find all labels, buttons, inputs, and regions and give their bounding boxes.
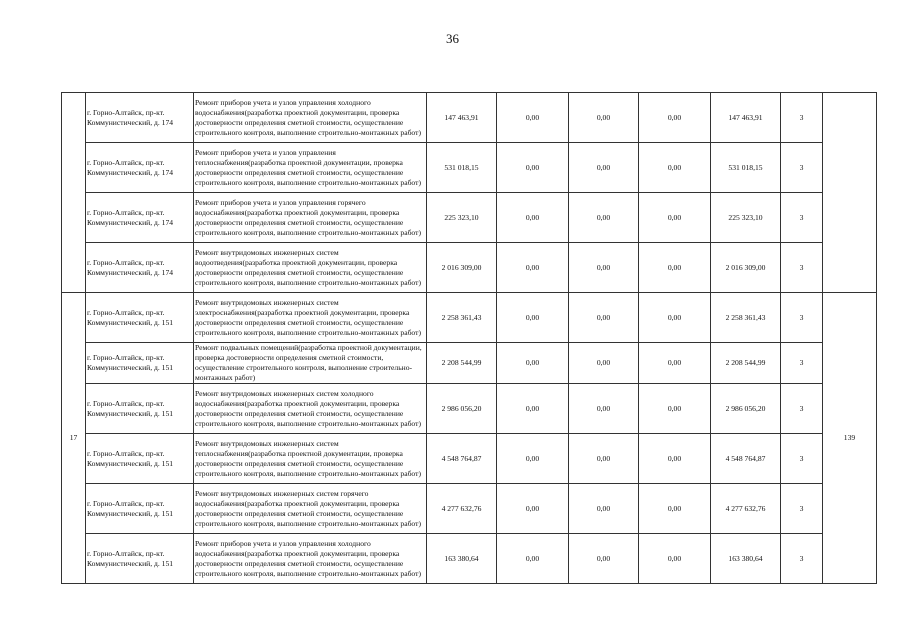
repair-schedule-table <box>61 92 877 584</box>
group-number-cell <box>62 93 86 293</box>
address-cell: г. Горно-Алтайск, пр-кт. Коммунистический, д. 151 <box>86 343 194 384</box>
code-cell: 3 <box>781 384 823 434</box>
amount-cell: 0,00 <box>569 484 639 534</box>
work-description-cell: Ремонт внутридомовых инженерных систем горячего водоснабжения(разработка проектной документации, проверка достоверности определения сметной стоимости, осуществление строительного контроля, выполнение строительно-монтажных работ) <box>194 484 427 534</box>
amount-cell: 0,00 <box>569 293 639 343</box>
cost-cell: 2 208 544,99 <box>427 343 497 384</box>
address-cell: г. Горно-Алтайск, пр-кт. Коммунистический, д. 151 <box>86 434 194 484</box>
code-cell: 3 <box>781 93 823 143</box>
amount-cell: 0,00 <box>497 93 569 143</box>
amount-cell: 0,00 <box>569 93 639 143</box>
group-number-cell: 17 <box>62 293 86 584</box>
work-description-cell: Ремонт внутридомовых инженерных систем водоотведения(разработка проектной документации, проверка достоверности определения сметной стоимости, осуществление строительного контроля, выполнение строительно-монтажных работ) <box>194 243 427 293</box>
table-row <box>62 93 877 143</box>
amount-cell: 4 277 632,76 <box>711 484 781 534</box>
amount-cell: 2 016 309,00 <box>711 243 781 293</box>
amount-cell: 0,00 <box>497 293 569 343</box>
address-cell: г. Горно-Алтайск, пр-кт. Коммунистический, д. 151 <box>86 484 194 534</box>
work-description-cell: Ремонт подвальных помещений(разработка проектной документации, проверка достоверности определения сметной стоимости, осуществление строительного контроля, выполнение строительно-монтажных работ) <box>194 343 427 384</box>
amount-cell: 0,00 <box>497 384 569 434</box>
work-description-cell: Ремонт приборов учета и узлов управления холодного водоснабжения(разработка проектной документации, проверка достоверности определения сметной стоимости, осуществление строительного контроля, выполнение строительно-монтажных работ) <box>194 93 427 143</box>
table-row <box>62 343 877 384</box>
group-total-cell <box>823 93 877 293</box>
amount-cell: 0,00 <box>639 343 711 384</box>
code-cell: 3 <box>781 343 823 384</box>
amount-cell: 0,00 <box>639 534 711 584</box>
code-cell: 3 <box>781 484 823 534</box>
table-row <box>62 243 877 293</box>
code-cell: 3 <box>781 293 823 343</box>
table-row <box>62 484 877 534</box>
table-row <box>62 293 877 343</box>
table-row <box>62 193 877 243</box>
address-cell: г. Горно-Алтайск, пр-кт. Коммунистический, д. 151 <box>86 384 194 434</box>
code-cell: 3 <box>781 193 823 243</box>
amount-cell: 2 258 361,43 <box>711 293 781 343</box>
amount-cell: 0,00 <box>569 434 639 484</box>
code-cell: 3 <box>781 143 823 193</box>
cost-cell: 163 380,64 <box>427 534 497 584</box>
amount-cell: 147 463,91 <box>711 93 781 143</box>
page-number: 36 <box>446 31 459 46</box>
amount-cell: 163 380,64 <box>711 534 781 584</box>
amount-cell: 0,00 <box>569 534 639 584</box>
address-cell: г. Горно-Алтайск, пр-кт. Коммунистический, д. 151 <box>86 293 194 343</box>
amount-cell: 2 208 544,99 <box>711 343 781 384</box>
amount-cell: 0,00 <box>639 293 711 343</box>
table-row <box>62 434 877 484</box>
amount-cell: 0,00 <box>497 484 569 534</box>
address-cell: г. Горно-Алтайск, пр-кт. Коммунистический, д. 151 <box>86 534 194 584</box>
table-row <box>62 384 877 434</box>
table-row <box>62 534 877 584</box>
work-description-cell: Ремонт внутридомовых инженерных систем теплоснабжения(разработка проектной документации, проверка достоверности определения сметной стоимости, осуществление строительного контроля, выполнение строительно-монтажных работ) <box>194 434 427 484</box>
cost-cell: 4 277 632,76 <box>427 484 497 534</box>
cost-cell: 2 986 056,20 <box>427 384 497 434</box>
cost-cell: 4 548 764,87 <box>427 434 497 484</box>
amount-cell: 0,00 <box>639 434 711 484</box>
amount-cell: 0,00 <box>639 484 711 534</box>
work-description-cell: Ремонт приборов учета и узлов управления холодного водоснабжения(разработка проектной документации, проверка достоверности определения сметной стоимости, осуществление строительного контроля, выполнение строительно-монтажных работ) <box>194 534 427 584</box>
address-cell: г. Горно-Алтайск, пр-кт. Коммунистический, д. 174 <box>86 193 194 243</box>
cost-cell: 531 018,15 <box>427 143 497 193</box>
amount-cell: 225 323,10 <box>711 193 781 243</box>
work-description-cell: Ремонт внутридомовых инженерных систем холодного водоснабжения(разработка проектной документации, проверка достоверности определения сметной стоимости, осуществление строительного контроля, выполнение строительно-монтажных работ) <box>194 384 427 434</box>
cost-cell: 225 323,10 <box>427 193 497 243</box>
amount-cell: 0,00 <box>569 243 639 293</box>
amount-cell: 0,00 <box>639 193 711 243</box>
code-cell: 3 <box>781 434 823 484</box>
amount-cell: 0,00 <box>497 434 569 484</box>
amount-cell: 0,00 <box>639 384 711 434</box>
group-total-cell: 139 <box>823 293 877 584</box>
amount-cell: 0,00 <box>569 143 639 193</box>
amount-cell: 2 986 056,20 <box>711 384 781 434</box>
amount-cell: 0,00 <box>497 343 569 384</box>
code-cell: 3 <box>781 243 823 293</box>
amount-cell: 0,00 <box>569 384 639 434</box>
amount-cell: 0,00 <box>497 193 569 243</box>
amount-cell: 0,00 <box>497 143 569 193</box>
amount-cell: 531 018,15 <box>711 143 781 193</box>
work-description-cell: Ремонт приборов учета и узлов управления теплоснабжения(разработка проектной документации, проверка достоверности определения сметной стоимости, осуществление строительного контроля, выполнение строительно-монтажных работ) <box>194 143 427 193</box>
cost-cell: 2 016 309,00 <box>427 243 497 293</box>
address-cell: г. Горно-Алтайск, пр-кт. Коммунистический, д. 174 <box>86 243 194 293</box>
cost-cell: 2 258 361,43 <box>427 293 497 343</box>
amount-cell: 4 548 764,87 <box>711 434 781 484</box>
address-cell: г. Горно-Алтайск, пр-кт. Коммунистический, д. 174 <box>86 143 194 193</box>
amount-cell: 0,00 <box>497 243 569 293</box>
amount-cell: 0,00 <box>639 143 711 193</box>
amount-cell: 0,00 <box>569 193 639 243</box>
amount-cell: 0,00 <box>639 243 711 293</box>
work-description-cell: Ремонт внутридомовых инженерных систем электроснабжения(разработка проектной документации, проверка достоверности определения сметной стоимости, осуществление строительного контроля, выполнение строительно-монтажных работ) <box>194 293 427 343</box>
address-cell: г. Горно-Алтайск, пр-кт. Коммунистический, д. 174 <box>86 93 194 143</box>
table-row <box>62 143 877 193</box>
cost-cell: 147 463,91 <box>427 93 497 143</box>
amount-cell: 0,00 <box>639 93 711 143</box>
work-description-cell: Ремонт приборов учета и узлов управления горячего водоснабжения(разработка проектной документации, проверка достоверности определения сметной стоимости, осуществление строительного контроля, выполнение строительно-монтажных работ) <box>194 193 427 243</box>
amount-cell: 0,00 <box>569 343 639 384</box>
code-cell: 3 <box>781 534 823 584</box>
amount-cell: 0,00 <box>497 534 569 584</box>
